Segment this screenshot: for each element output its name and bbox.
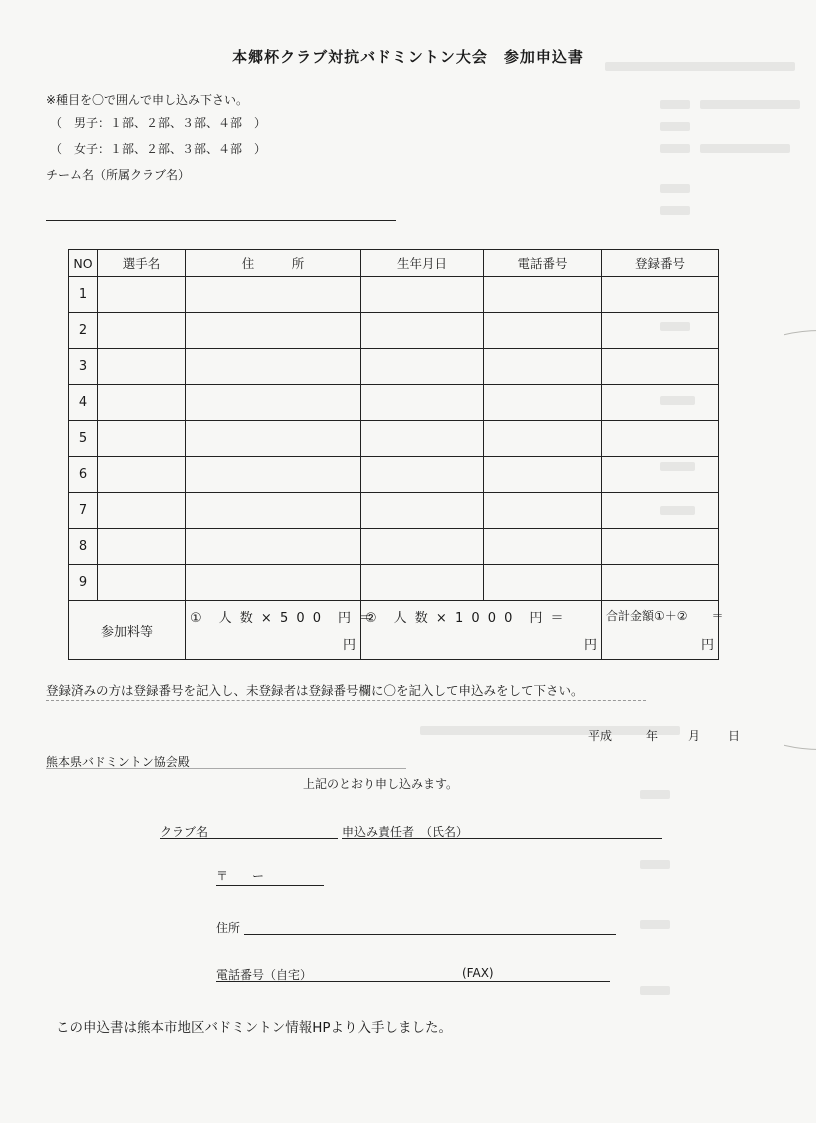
fee-part1-text: ① 人 数 × 5 0 0 円 ＝ (190, 611, 375, 626)
fee-total-unit: 円 (700, 638, 714, 653)
male-divisions[interactable]: （ 男子：１部、２部、３部、４部 ） (50, 116, 267, 130)
female-divisions[interactable]: （ 女子：１部、２部、３部、４部 ） (50, 142, 267, 156)
date-day[interactable]: 日 (728, 729, 741, 743)
phone-cell[interactable] (484, 421, 602, 457)
address-cell[interactable] (186, 421, 361, 457)
fee-total-cell[interactable] (602, 601, 724, 660)
player-name-cell[interactable] (98, 385, 186, 421)
row-number: 1 (69, 277, 98, 313)
registration-cell[interactable] (602, 349, 719, 385)
registration-note-underline (46, 700, 646, 701)
table-row (69, 349, 719, 385)
club-name-label: クラブ名 (160, 825, 209, 839)
fee-part1-unit: 円 (342, 638, 356, 653)
event-instruction: ※種目を〇で囲んで申し込み下さい。 (46, 93, 249, 107)
address-cell[interactable] (186, 565, 361, 601)
row-number: 9 (69, 565, 98, 601)
birthdate-cell[interactable] (361, 277, 484, 313)
fee-part2-cell[interactable] (361, 601, 602, 660)
registration-cell[interactable] (602, 529, 719, 565)
responsible-person-label: 申込み責任者 （氏名） (342, 825, 469, 839)
address-label: 住所 (216, 921, 241, 935)
birthdate-cell[interactable] (361, 385, 484, 421)
registration-cell[interactable] (602, 565, 719, 601)
table-row (69, 421, 719, 457)
row-number: 5 (69, 421, 98, 457)
table-row (69, 493, 719, 529)
row-number: 6 (69, 457, 98, 493)
birthdate-cell[interactable] (361, 529, 484, 565)
phone-cell[interactable] (484, 385, 602, 421)
player-name-cell[interactable] (98, 277, 186, 313)
form-title: 本郷杯クラブ対抗バドミントン大会 参加申込書 (232, 48, 584, 66)
player-name-cell[interactable] (98, 313, 186, 349)
header-birthdate: 生年月日 (361, 250, 484, 277)
birthdate-cell[interactable] (361, 349, 484, 385)
phone-fax-field[interactable] (216, 981, 610, 982)
address-field[interactable] (244, 934, 616, 935)
registration-cell[interactable] (602, 277, 719, 313)
phone-cell[interactable] (484, 349, 602, 385)
table-header-row (69, 250, 719, 277)
address-cell[interactable] (186, 529, 361, 565)
table-row (69, 565, 719, 601)
phone-cell[interactable] (484, 529, 602, 565)
birthdate-cell[interactable] (361, 457, 484, 493)
header-no: NO (69, 250, 98, 277)
header-address: 住 所 (186, 250, 361, 277)
table-row (69, 529, 719, 565)
team-name-field[interactable] (46, 220, 396, 221)
address-cell[interactable] (186, 385, 361, 421)
player-name-cell[interactable] (98, 529, 186, 565)
recipient-underline (46, 768, 406, 769)
birthdate-cell[interactable] (361, 493, 484, 529)
address-cell[interactable] (186, 349, 361, 385)
header-registration-number: 登録番号 (602, 250, 719, 277)
registration-cell[interactable] (602, 385, 719, 421)
fee-part2-unit: 円 (583, 638, 597, 653)
registration-cell[interactable] (602, 493, 719, 529)
table-row (69, 457, 719, 493)
phone-cell[interactable] (484, 457, 602, 493)
birthdate-cell[interactable] (361, 313, 484, 349)
address-cell[interactable] (186, 277, 361, 313)
header-player-name: 選手名 (98, 250, 186, 277)
birthdate-cell[interactable] (361, 421, 484, 457)
player-name-cell[interactable] (98, 421, 186, 457)
player-name-cell[interactable] (98, 565, 186, 601)
registration-note: 登録済みの方は登録番号を記入し、未登録者は登録番号欄に〇を記入して申込みをして下さい。 (46, 683, 584, 698)
team-name-label: チーム名（所属クラブ名） (46, 168, 191, 182)
phone-cell[interactable] (484, 493, 602, 529)
postal-code-field[interactable] (216, 885, 324, 886)
fax-label: (FAX) (462, 966, 494, 980)
club-name-field[interactable] (160, 838, 338, 839)
player-name-cell[interactable] (98, 349, 186, 385)
row-number: 8 (69, 529, 98, 565)
player-name-cell[interactable] (98, 457, 186, 493)
row-number: 2 (69, 313, 98, 349)
header-phone: 電話番号 (484, 250, 602, 277)
recipient: 熊本県バドミントン協会殿 (46, 755, 190, 769)
fee-row (69, 601, 719, 660)
phone-cell[interactable] (484, 277, 602, 313)
declaration: 上記のとおり申し込みます。 (303, 777, 459, 791)
address-cell[interactable] (186, 457, 361, 493)
row-number: 4 (69, 385, 98, 421)
birthdate-cell[interactable] (361, 565, 484, 601)
home-phone-label: 電話番号（自宅） (216, 968, 313, 982)
registration-cell[interactable] (602, 457, 719, 493)
fee-total-text: 合計金額①＋② ＝ (606, 609, 724, 623)
postal-code-label: 〒 ー (216, 869, 265, 883)
table-row (69, 277, 719, 313)
responsible-person-field[interactable] (342, 838, 662, 839)
table-row (69, 385, 719, 421)
address-cell[interactable] (186, 493, 361, 529)
registration-cell[interactable] (602, 313, 719, 349)
footer-note: この申込書は熊本市地区バドミントン情報HPより入手しました。 (56, 1020, 453, 1036)
fee-part2-text: ② 人 数 × 1 0 0 0 円 ＝ (365, 611, 566, 626)
date-era: 平成 (588, 729, 613, 743)
row-number: 7 (69, 493, 98, 529)
date-month[interactable]: 月 (688, 729, 701, 743)
player-name-cell[interactable] (98, 493, 186, 529)
fee-part1-cell[interactable] (186, 601, 375, 660)
registration-cell[interactable] (602, 421, 719, 457)
date-year[interactable]: 年 (646, 729, 659, 743)
row-number: 3 (69, 349, 98, 385)
phone-cell[interactable] (484, 565, 602, 601)
entry-table (68, 249, 724, 660)
phone-cell[interactable] (484, 313, 602, 349)
table-row (69, 313, 719, 349)
fee-label: 参加料等 (69, 601, 186, 660)
address-cell[interactable] (186, 313, 361, 349)
